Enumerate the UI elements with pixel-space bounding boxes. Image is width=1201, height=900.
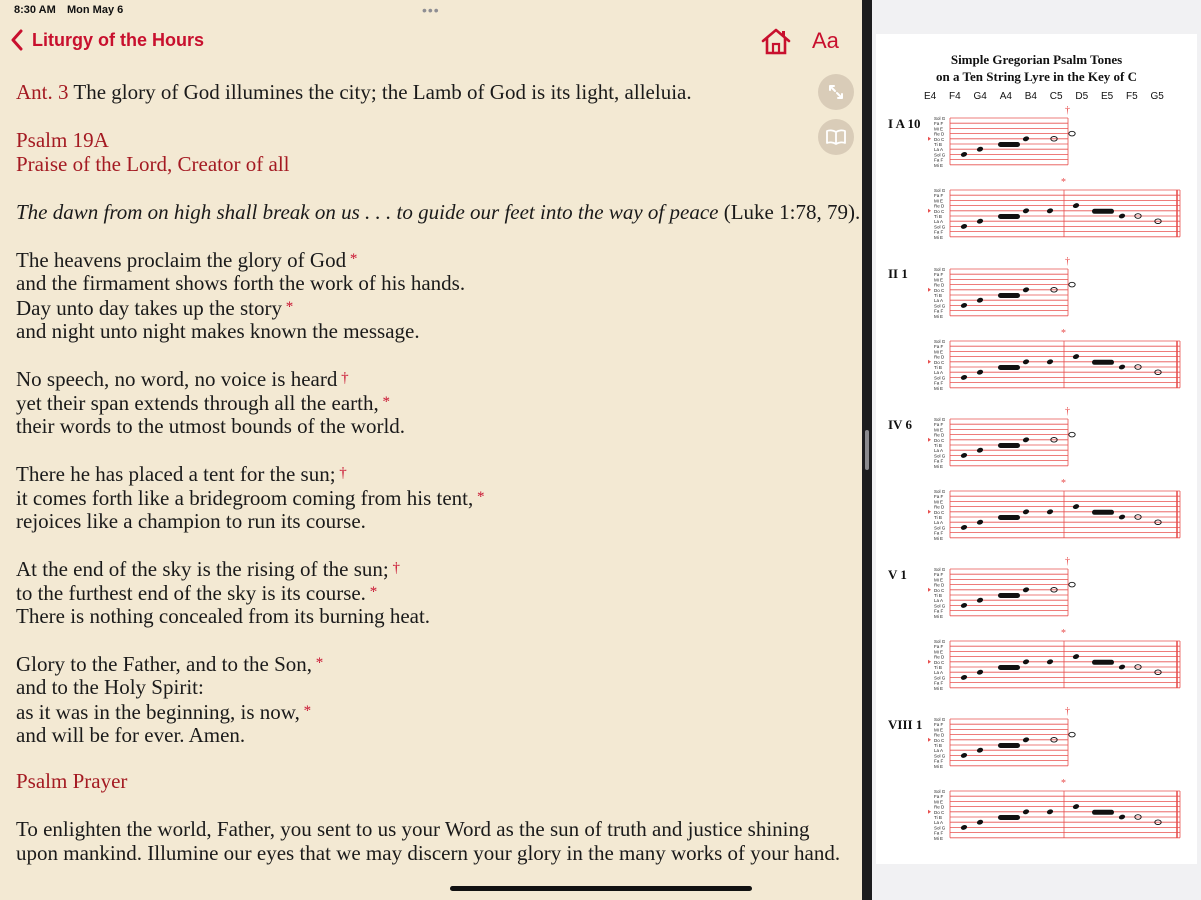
psalm-subtitle: Praise of the Lord, Creator of all — [16, 152, 290, 176]
filled-note — [1022, 136, 1030, 143]
staff-line-label: La A — [934, 598, 944, 604]
filled-note — [976, 146, 984, 153]
staff-line-label: Mi E — [934, 499, 943, 505]
filled-note — [1022, 509, 1030, 516]
staff-line-label: Fa F — [934, 272, 944, 278]
verse-text: There is nothing concealed from its burning heat. — [16, 604, 431, 628]
verse-text: At the end of the sky is the rising of the sun; — [16, 557, 389, 581]
psalm-prayer-line: upon mankind. Illumine our eyes that we may discern your glory in the many works of your hand. — [16, 841, 841, 865]
staff-line-label: Ti B — [934, 815, 942, 820]
verse-text: There he has placed a tent for the sun; — [16, 462, 336, 486]
filled-note — [976, 747, 984, 754]
filled-note — [1072, 353, 1080, 360]
staff-line-label: La A — [934, 298, 944, 304]
filled-note — [960, 223, 968, 230]
reciting-tone-pointer — [928, 660, 931, 664]
verse-text: and night unto night makes known the message. — [16, 319, 420, 343]
filled-note — [976, 447, 984, 454]
reciting-tone-pointer — [928, 360, 931, 364]
psalm-tones-sheet — [876, 34, 1197, 864]
reciting-note — [1092, 660, 1114, 665]
asterisk-mark: * — [473, 489, 485, 505]
asterisk-mark: * — [312, 655, 324, 671]
filled-note — [960, 302, 968, 309]
staff-line-label: Do C — [934, 587, 945, 593]
staff-line-label: Do C — [934, 287, 945, 293]
verse-text: rejoices like a champion to run its course. — [16, 509, 366, 533]
psalm-verse-line — [16, 390, 390, 415]
filled-note — [960, 752, 968, 759]
open-note — [1069, 282, 1075, 287]
open-note — [1069, 432, 1075, 437]
staff-line-label: Fa F — [934, 380, 944, 386]
staff-line-label: Re D — [934, 131, 945, 137]
psalm-verse-line — [16, 366, 349, 391]
dagger-mark: † — [1065, 556, 1070, 567]
staff-line-label: Mi E — [934, 685, 943, 691]
staff-line-label: Mi E — [934, 126, 943, 132]
asterisk-mark: * — [299, 703, 312, 719]
reciting-note — [998, 593, 1020, 598]
staff-line-label: Fa F — [934, 121, 944, 127]
expand-button[interactable] — [818, 74, 854, 110]
reciting-note — [1092, 510, 1114, 515]
staff-line-label: Mi E — [934, 577, 943, 583]
staff-line-label: Mi E — [934, 427, 943, 433]
staff-line-label: Re D — [934, 354, 945, 360]
staff-line-label: Mi E — [934, 649, 943, 655]
reciting-tone-pointer — [928, 288, 931, 292]
staff-line-label: Fa F — [934, 794, 944, 800]
verse-text: their words to the utmost bounds of the world. — [16, 414, 406, 438]
staff-line-label: Sol G — [934, 417, 946, 422]
staff-line-label: Mi E — [934, 349, 943, 355]
reciting-note — [998, 815, 1020, 820]
verse-text: as it was in the beginning, is now, — [16, 700, 300, 724]
reciting-note — [1092, 360, 1114, 365]
filled-note — [1022, 287, 1030, 294]
filled-note — [1118, 364, 1126, 371]
staff-line-label: Ti B — [934, 142, 942, 147]
staff-line-label: Sol G — [934, 525, 946, 531]
home-indicator[interactable] — [450, 886, 752, 891]
open-note — [1069, 582, 1075, 587]
staff-line-label: Fa F — [934, 193, 944, 199]
filled-note — [976, 218, 984, 225]
staff-line-label: Re D — [934, 582, 945, 588]
psalm-epigraph — [16, 200, 860, 224]
psalm-verse-line — [16, 556, 400, 581]
reciting-note — [998, 214, 1020, 219]
reciting-note — [1092, 209, 1114, 214]
staff-line-label: Mi E — [934, 763, 943, 769]
dagger-mark: † — [1065, 406, 1070, 417]
psalm-prayer-heading: Psalm Prayer — [16, 769, 128, 793]
dagger-mark: † — [1065, 256, 1070, 267]
staff-line-label: Fa F — [934, 608, 944, 614]
filled-note — [1022, 659, 1030, 666]
filled-note — [1072, 653, 1080, 660]
staff-line-label: Mi E — [934, 313, 943, 319]
staff-line-label: Re D — [934, 732, 945, 738]
reciting-note — [1092, 810, 1114, 815]
multitasking-dots-icon[interactable]: ••• — [422, 2, 440, 18]
antiphon — [16, 80, 692, 104]
psalm-verse-line — [16, 651, 323, 676]
psalm-verse-line — [16, 485, 484, 510]
dagger-mark: † — [335, 465, 347, 481]
filled-note — [960, 452, 968, 459]
verse-text: No speech, no word, no voice is heard — [16, 367, 338, 391]
dagger-mark: † — [1065, 105, 1070, 116]
staff-line-label: Sol G — [934, 303, 946, 309]
asterisk-mark: * — [1061, 177, 1066, 188]
home-icon — [760, 27, 792, 55]
dagger-mark: † — [388, 560, 400, 576]
reciting-tone-pointer — [928, 438, 931, 442]
staff-line-label: Sol G — [934, 639, 946, 644]
psalm-prayer-line: To enlighten the world, Father, you sent to us your Word as the sun of truth and justice shining — [16, 817, 810, 841]
psalm-verse-line — [16, 675, 204, 699]
staff-line-label: Fa F — [934, 572, 944, 578]
asterisk-mark: * — [1061, 328, 1066, 339]
staff-line-label: Sol G — [934, 152, 946, 158]
reciting-tone-pointer — [928, 510, 931, 514]
psalm-verse-line — [16, 509, 366, 533]
staff-line-label: Fa F — [934, 229, 944, 235]
staff-line-label: La A — [934, 219, 944, 225]
asterisk-mark: * — [346, 251, 358, 267]
staff-line-label: Fa F — [934, 458, 944, 464]
filled-note — [1118, 664, 1126, 671]
antiphon-label: Ant. 3 — [16, 80, 69, 104]
filled-note — [1118, 213, 1126, 220]
back-button-label: Liturgy of the Hours — [32, 29, 204, 50]
psalm-verse-line — [16, 414, 405, 438]
filled-note — [1046, 509, 1054, 516]
verse-text: Glory to the Father, and to the Son, — [16, 652, 313, 676]
staff-line-label: Do C — [934, 737, 945, 743]
reciting-tone-pointer — [928, 137, 931, 141]
open-note — [1069, 131, 1075, 136]
reciting-note — [998, 665, 1020, 670]
antiphon-text: The glory of God illumines the city; the Lamb of God is its light, alleluia. — [73, 80, 692, 104]
tone-label: I A 10 — [888, 116, 921, 131]
staff-line-label: Sol G — [934, 267, 946, 272]
staff-line-label: Fa F — [934, 494, 944, 500]
string-note: C5 — [1049, 91, 1063, 102]
filled-note — [960, 602, 968, 609]
string-note: B4 — [1024, 91, 1037, 102]
filled-note — [960, 151, 968, 158]
staff-line-label: Fa F — [934, 422, 944, 428]
filled-note — [1022, 208, 1030, 215]
staff-line-label: La A — [934, 820, 944, 826]
staff-line-label: Ti B — [934, 365, 942, 370]
expand-arrows-icon — [827, 83, 845, 101]
filled-note — [1072, 503, 1080, 510]
filled-note — [960, 524, 968, 531]
filled-note — [1072, 202, 1080, 209]
psalm-verse-line — [16, 295, 293, 320]
staff-line-label: Mi E — [934, 613, 943, 619]
string-note: F4 — [949, 91, 961, 102]
staff-line-label: Mi E — [934, 535, 943, 541]
staff-line-label: Re D — [934, 432, 945, 438]
filled-note — [960, 824, 968, 831]
staff-line-label: Sol G — [934, 753, 946, 759]
reciting-note — [998, 365, 1020, 370]
filled-note — [976, 369, 984, 376]
filled-note — [1118, 514, 1126, 521]
string-note: G4 — [973, 91, 987, 102]
string-note: D5 — [1075, 91, 1089, 102]
psalm-verse-line — [16, 580, 377, 605]
epigraph-quote: The dawn from on high shall break on us . . . to guide our feet into the way of peace — [16, 200, 719, 224]
dagger-mark: † — [337, 370, 349, 386]
open-note — [1069, 732, 1075, 737]
filled-note — [1022, 809, 1030, 816]
staff-line-label: Mi E — [934, 234, 943, 240]
staff-line-label: La A — [934, 520, 944, 526]
back-button[interactable] — [10, 29, 204, 51]
staff-line-label: Ti B — [934, 665, 942, 670]
psalm-verse-line — [16, 461, 347, 486]
string-note: E5 — [1101, 91, 1114, 102]
tone-label: VIII 1 — [888, 717, 923, 732]
staff-line-label: Do C — [934, 659, 945, 665]
psalm-verse-line — [16, 271, 465, 295]
filled-note — [1022, 587, 1030, 594]
staff-line-label: Ti B — [934, 743, 942, 748]
split-view-handle[interactable] — [865, 430, 869, 470]
staff-line-label: Do C — [934, 136, 945, 142]
verse-text: and the firmament shows forth the work of his hands. — [16, 271, 466, 295]
staff-line-label: Sol G — [934, 375, 946, 381]
staff-line-label: Sol G — [934, 717, 946, 722]
staff-line-label: Fa F — [934, 830, 944, 836]
home-button[interactable] — [760, 27, 792, 60]
reciting-tone-pointer — [928, 588, 931, 592]
verse-text: and to the Holy Spirit: — [16, 675, 204, 699]
staff-line-label: Fa F — [934, 644, 944, 650]
staff-line-label: Do C — [934, 509, 945, 515]
sheet-title: Simple Gregorian Psalm Tones — [950, 52, 1123, 67]
staff-line-label: Mi E — [934, 799, 943, 805]
staff-line-label: Fa F — [934, 758, 944, 764]
filled-note — [1118, 814, 1126, 821]
staff-line-label: Mi E — [934, 162, 943, 168]
psalm-verse-line — [16, 699, 311, 724]
staff-line-label: Fa F — [934, 722, 944, 728]
reading-mode-button[interactable] — [818, 119, 854, 155]
tone-staves — [876, 34, 1197, 864]
staff-line-label: Fa F — [934, 308, 944, 314]
filled-note — [976, 297, 984, 304]
staff-line-label: Sol G — [934, 789, 946, 794]
reciting-tone-pointer — [928, 209, 931, 213]
text-size-button[interactable]: Aa — [812, 28, 839, 53]
psalm-verse-line — [16, 723, 245, 747]
filled-note — [1022, 737, 1030, 744]
staff-line-label: Sol G — [934, 675, 946, 681]
staff-line-label: Ti B — [934, 214, 942, 219]
filled-note — [1072, 803, 1080, 810]
reciting-note — [998, 515, 1020, 520]
tone-label: IV 6 — [888, 417, 912, 432]
string-note: E4 — [924, 91, 937, 102]
filled-note — [1046, 359, 1054, 366]
staff-line-label: Ti B — [934, 515, 942, 520]
staff-line-label: Sol G — [934, 453, 946, 459]
staff-line-label: La A — [934, 448, 944, 454]
reciting-note — [998, 443, 1020, 448]
staff-line-label: Fa F — [934, 680, 944, 686]
staff-line-label: Re D — [934, 203, 945, 209]
filled-note — [976, 519, 984, 526]
reciting-tone-pointer — [928, 738, 931, 742]
reciting-note — [998, 142, 1020, 147]
split-view-divider[interactable] — [862, 0, 872, 900]
staff-line-label: La A — [934, 370, 944, 376]
string-note: F5 — [1126, 91, 1138, 102]
verse-text: and will be for ever. Amen. — [16, 723, 246, 747]
staff-line-label: Sol G — [934, 825, 946, 831]
staff-line-label: Mi E — [934, 463, 943, 469]
filled-note — [1022, 437, 1030, 444]
staff-line-label: Mi E — [934, 385, 943, 391]
staff-line-label: Re D — [934, 504, 945, 510]
verse-text: Day unto day takes up the story — [16, 296, 282, 320]
filled-note — [976, 669, 984, 676]
dagger-mark: † — [1065, 706, 1070, 717]
staff-line-label: Sol G — [934, 567, 946, 572]
staff-line-label: Ti B — [934, 593, 942, 598]
tone-label: II 1 — [888, 266, 908, 281]
chevron-left-icon — [10, 29, 24, 51]
psalm-verse-line — [16, 319, 420, 343]
staff-line-label: Fa F — [934, 344, 944, 350]
staff-line-label: Mi E — [934, 727, 943, 733]
staff-line-label: Mi E — [934, 277, 943, 283]
verse-text: to the furthest end of the sky is its course. — [16, 581, 366, 605]
tone-label: V 1 — [888, 567, 907, 582]
psalm-verse-line — [16, 247, 357, 272]
asterisk-mark: * — [365, 584, 378, 600]
verse-text: The heavens proclaim the glory of God — [16, 248, 347, 272]
staff-line-label: Sol G — [934, 188, 946, 193]
staff-line-label: Sol G — [934, 489, 946, 494]
open-book-icon — [825, 129, 847, 145]
asterisk-mark: * — [378, 394, 390, 410]
staff-line-label: Fa F — [934, 157, 944, 163]
staff-line-label: Re D — [934, 654, 945, 660]
filled-note — [1046, 208, 1054, 215]
staff-line-label: La A — [934, 147, 944, 153]
staff-line-label: Mi E — [934, 198, 943, 204]
staff-line-label: Do C — [934, 437, 945, 443]
asterisk-mark: * — [1061, 628, 1066, 639]
asterisk-mark: * — [1061, 478, 1066, 489]
string-note: G5 — [1150, 91, 1164, 102]
reciting-note — [998, 743, 1020, 748]
staff-line-label: Sol G — [934, 116, 946, 121]
staff-line-label: La A — [934, 748, 944, 754]
verse-text: yet their span extends through all the earth, — [16, 391, 379, 415]
staff-line-label: Sol G — [934, 224, 946, 230]
asterisk-mark: * — [1061, 778, 1066, 789]
asterisk-mark: * — [281, 299, 294, 315]
staff-line-label: Do C — [934, 809, 945, 815]
filled-note — [1046, 659, 1054, 666]
filled-note — [960, 374, 968, 381]
string-note: A4 — [999, 91, 1012, 102]
staff-line-label: La A — [934, 670, 944, 676]
staff-line-label: Do C — [934, 208, 945, 214]
epigraph-reference: (Luke 1:78, 79). — [723, 200, 861, 224]
staff-line-label: Ti B — [934, 293, 942, 298]
filled-note — [960, 674, 968, 681]
status-date: Mon May 6 — [67, 4, 124, 16]
reciting-tone-pointer — [928, 810, 931, 814]
status-time: 8:30 AM — [14, 4, 56, 16]
staff-line-label: Re D — [934, 804, 945, 810]
psalm-title: Psalm 19A — [16, 128, 109, 152]
filled-note — [976, 819, 984, 826]
reciting-note — [998, 293, 1020, 298]
sheet-subtitle: on a Ten String Lyre in the Key of C — [936, 69, 1137, 84]
staff-line-label: Ti B — [934, 443, 942, 448]
staff-line-label: Re D — [934, 282, 945, 288]
filled-note — [1022, 359, 1030, 366]
staff-line-label: Sol G — [934, 339, 946, 344]
filled-note — [976, 597, 984, 604]
verse-text: it comes forth like a bridegroom coming from his tent, — [16, 486, 474, 510]
psalm-tones-pane — [872, 0, 1201, 900]
psalm-verse-line — [16, 604, 430, 628]
staff-line-label: Do C — [934, 359, 945, 365]
filled-note — [1046, 809, 1054, 816]
staff-line-label: Mi E — [934, 835, 943, 841]
staff-line-label: Sol G — [934, 603, 946, 609]
staff-line-label: Fa F — [934, 530, 944, 536]
